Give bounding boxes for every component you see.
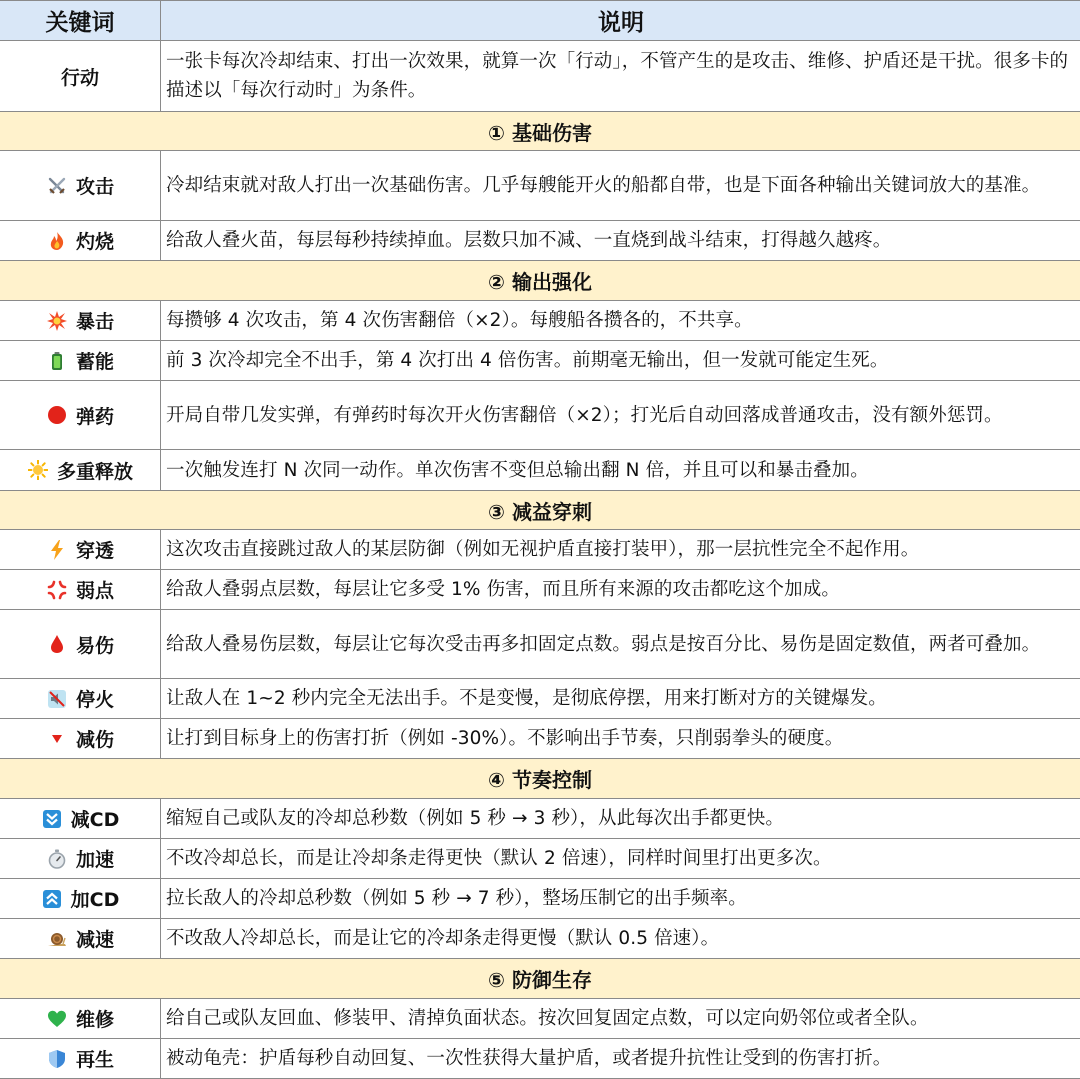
keyword-cell: [0, 1039, 160, 1078]
keyword-label: 减CD: [70, 809, 120, 831]
description-cell: 前 3 次冷却完全不出手，第 4 次打出 4 倍伤害。前期毫无输出，但一发就可能定生死。: [160, 341, 1080, 380]
section-header: ② 输出强化: [0, 261, 1080, 301]
description-cell: 不改冷却总长，而是让冷却条走得更快（默认 2 倍速），同样时间里打出更多次。: [160, 839, 1080, 878]
table-row: [0, 301, 1080, 341]
description-cell: 给敌人叠弱点层数，每层让它多受 1% 伤害，而且所有来源的攻击都吃这个加成。: [160, 570, 1080, 609]
description-cell: 一次触发连打 N 次同一动作。单次伤害不变但总输出翻 N 倍，并且可以和暴击叠加。: [160, 450, 1080, 490]
keyword-cell: [0, 610, 160, 678]
description-cell: 冷却结束就对敌人打出一次基础伤害。几乎每艘能开火的船都自带，也是下面各种输出关键词放大的基准。: [160, 151, 1080, 220]
double-up-icon: [41, 888, 63, 910]
table-row: [0, 679, 1080, 719]
keyword-label: 弱点: [75, 580, 114, 602]
description-cell: 开局自带几发实弹，有弹药时每次开火伤害翻倍（×2）；打光后自动回落成普通攻击，没有额外惩罚。: [160, 381, 1080, 449]
keyword-cell: [0, 719, 160, 758]
keyword-cell: [0, 879, 160, 918]
keyword-label: 停火: [75, 689, 114, 711]
double-down-icon: [41, 808, 63, 830]
table-row: [0, 341, 1080, 381]
description-cell: 给自己或队友回血、修装甲、清掉负面状态。按次回复固定点数，可以定向奶邻位或者全队。: [160, 999, 1080, 1038]
section-header: ① 基础伤害: [0, 112, 1080, 151]
down-triangle-icon: [46, 728, 68, 750]
table-row: [0, 450, 1080, 491]
table-row: [0, 879, 1080, 919]
fire-icon: [46, 230, 68, 252]
keyword-label: 加CD: [70, 889, 120, 911]
keyword-label: 维修: [75, 1009, 114, 1031]
crossed-swords-icon: [46, 175, 68, 197]
table-row: [0, 610, 1080, 679]
keyword-cell: [0, 799, 160, 838]
sun-icon: [27, 459, 49, 481]
table-row: [0, 151, 1080, 221]
keyword-label: 灼烧: [75, 231, 114, 253]
mute-icon: [46, 688, 68, 710]
blood-drop-icon: [46, 633, 68, 655]
section-header: ③ 减益穿刺: [0, 491, 1080, 530]
keyword-cell: [0, 151, 160, 220]
description-column-header: 说明: [160, 1, 1080, 40]
table-header: [0, 0, 1080, 41]
keyword-cell: [0, 999, 160, 1038]
description-cell: 让打到目标身上的伤害打折（例如 -30%）。不影响出手节奏，只削弱拳头的硬度。: [160, 719, 1080, 758]
keyword-cell: [0, 341, 160, 380]
keyword-label: 穿透: [75, 540, 114, 562]
description-cell: 一张卡每次冷却结束、打出一次效果，就算一次「行动」，不管产生的是攻击、维修、护盾还是干扰。很多卡的描述以「每次行动时」为条件。: [160, 41, 1080, 111]
keyword-cell: [0, 221, 160, 260]
table-row: [0, 570, 1080, 610]
section-header: ⑤ 防御生存: [0, 959, 1080, 999]
table-row: [0, 381, 1080, 450]
table-row: [0, 919, 1080, 959]
keyword-cell: [0, 450, 160, 490]
table-row: [0, 1039, 1080, 1079]
keyword-cell: [0, 919, 160, 958]
keyword-label: 蓄能: [75, 351, 114, 373]
keyword-label: 攻击: [75, 176, 114, 198]
keyword-label: 再生: [75, 1049, 114, 1071]
table-row: [0, 221, 1080, 261]
description-cell: 不改敌人冷却总长，而是让它的冷却条走得更慢（默认 0.5 倍速）。: [160, 919, 1080, 958]
keyword-cell: [0, 839, 160, 878]
keyword-cell: [0, 570, 160, 609]
keyword-label: 易伤: [75, 634, 114, 657]
description-cell: 每攒够 4 次攻击，第 4 次伤害翻倍（×2）。每艘船各攒各的，不共享。: [160, 301, 1080, 340]
shield-icon: [46, 1048, 68, 1070]
description-cell: 给敌人叠火苗，每层每秒持续掉血。层数只加不减、一直烧到战斗结束，打得越久越疼。: [160, 221, 1080, 260]
table-row: [0, 719, 1080, 759]
table-row: [0, 999, 1080, 1039]
description-cell: 给敌人叠易伤层数，每层让它每次受击再多扣固定点数。弱点是按百分比、易伤是固定数值，两者可叠加。: [160, 610, 1080, 678]
description-cell: 让敌人在 1~2 秒内完全无法出手。不是变慢，是彻底停摆，用来打断对方的关键爆发。: [160, 679, 1080, 718]
keyword-label: 多重释放: [56, 460, 133, 483]
keyword-label: 暴击: [75, 311, 114, 333]
table-row: [0, 799, 1080, 839]
keyword-cell: [0, 679, 160, 718]
description-cell: 被动龟壳：护盾每秒自动回复、一次性获得大量护盾，或者提升抗性让受到的伤害打折。: [160, 1039, 1080, 1078]
section-header: ④ 节奏控制: [0, 759, 1080, 799]
keyword-cell: [0, 301, 160, 340]
keyword-cell: [0, 530, 160, 569]
lightning-icon: [46, 539, 68, 561]
table-row: [0, 839, 1080, 879]
table-row: [0, 530, 1080, 570]
description-cell: 拉长敌人的冷却总秒数（例如 5 秒 → 7 秒），整场压制它的出手频率。: [160, 879, 1080, 918]
keyword-cell: [0, 381, 160, 449]
red-circle-icon: [46, 404, 68, 426]
anger-symbol-icon: [46, 579, 68, 601]
table-row: [0, 41, 1080, 112]
keyword-label: 加速: [75, 849, 114, 871]
battery-icon: [46, 350, 68, 372]
description-cell: 缩短自己或队友的冷却总秒数（例如 5 秒 → 3 秒），从此每次出手都更快。: [160, 799, 1080, 838]
green-heart-icon: [46, 1008, 68, 1030]
collision-icon: [46, 310, 68, 332]
keyword-label: 减速: [75, 929, 114, 951]
keyword-label: 行动: [60, 66, 99, 89]
keyword-label: 弹药: [75, 405, 114, 428]
keyword-cell: [0, 41, 160, 111]
snail-icon: [46, 928, 68, 950]
keyword-label: 减伤: [75, 729, 114, 751]
description-cell: 这次攻击直接跳过敌人的某层防御（例如无视护盾直接打装甲），那一层抗性完全不起作用。: [160, 530, 1080, 569]
stopwatch-icon: [46, 848, 68, 870]
keyword-column-header: 关键词: [45, 10, 115, 36]
